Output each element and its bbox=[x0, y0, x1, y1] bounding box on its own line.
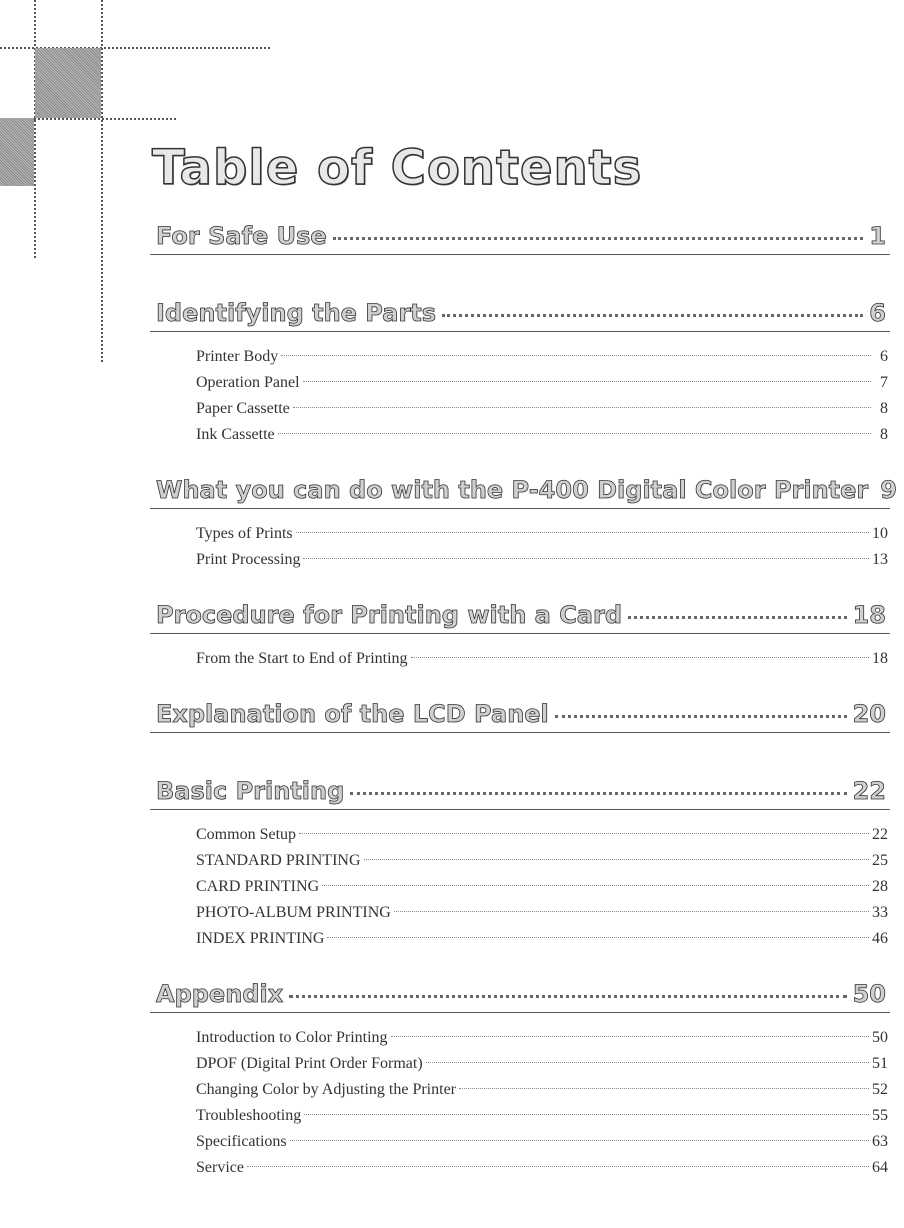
toc-section-title: Appendix bbox=[156, 980, 284, 1008]
toc-entry-label: From the Start to End of Printing bbox=[196, 650, 408, 667]
toc-leader-dots bbox=[299, 833, 869, 834]
toc-entry-page: 22 bbox=[872, 826, 888, 843]
toc-entry[interactable] bbox=[196, 926, 890, 952]
toc-entry-label: Print Processing bbox=[196, 551, 301, 568]
toc-entry-label: Introduction to Color Printing bbox=[196, 1029, 388, 1046]
toc-entry[interactable] bbox=[196, 1051, 890, 1077]
toc-section-page: 6 bbox=[869, 299, 886, 327]
toc-section-heading[interactable] bbox=[150, 222, 890, 255]
toc-entry-label: Ink Cassette bbox=[196, 426, 275, 443]
toc-section-title: Procedure for Printing with a Card bbox=[156, 601, 623, 629]
toc-leader-dots bbox=[281, 355, 871, 356]
toc-entry-label: Operation Panel bbox=[196, 374, 300, 391]
toc-entry[interactable] bbox=[196, 422, 890, 448]
toc-entry[interactable] bbox=[196, 874, 890, 900]
toc-entry-label: INDEX PRINTING bbox=[196, 930, 325, 947]
toc-section-heading[interactable] bbox=[150, 777, 890, 810]
toc-section-page: 18 bbox=[852, 601, 886, 629]
toc-section bbox=[150, 700, 890, 777]
toc-entry-page: 52 bbox=[872, 1081, 888, 1098]
toc-section-heading[interactable] bbox=[150, 601, 890, 634]
toc-leader-dots bbox=[426, 1062, 869, 1063]
toc-leader-dots bbox=[459, 1088, 869, 1089]
toc-leader-dots bbox=[322, 885, 869, 886]
toc-entry[interactable] bbox=[196, 344, 890, 370]
toc-entry-page: 46 bbox=[872, 930, 888, 947]
toc-entry-label: Printer Body bbox=[196, 348, 279, 365]
toc-leader-dots bbox=[290, 1140, 869, 1141]
decor-dotted-line-vertical-1 bbox=[34, 0, 36, 258]
toc-section-heading[interactable] bbox=[150, 299, 890, 332]
decor-dotted-line-horizontal-2 bbox=[34, 118, 176, 120]
toc-entry-list bbox=[150, 332, 890, 448]
toc-section bbox=[150, 476, 897, 601]
page-title: Table of Contents bbox=[152, 140, 643, 196]
toc-leader-dots bbox=[247, 1166, 869, 1167]
toc-entry[interactable] bbox=[196, 900, 890, 926]
toc-entry[interactable] bbox=[196, 396, 890, 422]
toc-section-heading[interactable] bbox=[150, 980, 890, 1013]
toc-leader-dots bbox=[289, 995, 846, 998]
toc-entry-page: 28 bbox=[872, 878, 888, 895]
toc-section-title: Basic Printing bbox=[156, 777, 345, 805]
toc-section-page: 50 bbox=[852, 980, 886, 1008]
toc-leader-dots bbox=[303, 381, 871, 382]
toc-leader-dots bbox=[394, 911, 869, 912]
toc-entry-list bbox=[150, 634, 890, 672]
toc-section bbox=[150, 777, 890, 980]
toc-entry[interactable] bbox=[196, 547, 890, 573]
toc-entry-page: 10 bbox=[872, 525, 888, 542]
toc-entry-page: 6 bbox=[880, 348, 888, 365]
toc-entry-page: 25 bbox=[872, 852, 888, 869]
toc-entry-label: DPOF (Digital Print Order Format) bbox=[196, 1055, 423, 1072]
toc-entry[interactable] bbox=[196, 521, 890, 547]
toc-entry-label: Paper Cassette bbox=[196, 400, 290, 417]
toc-entry[interactable] bbox=[196, 1155, 890, 1181]
toc-leader-dots bbox=[442, 314, 863, 317]
toc-entry-page: 33 bbox=[872, 904, 888, 921]
toc-entry-label: CARD PRINTING bbox=[196, 878, 320, 895]
toc-section-page: 1 bbox=[869, 222, 886, 250]
toc-entry[interactable] bbox=[196, 848, 890, 874]
toc-entry-label: STANDARD PRINTING bbox=[196, 852, 361, 869]
toc-entry-page: 8 bbox=[880, 426, 888, 443]
toc-entry-label: Changing Color by Adjusting the Printer bbox=[196, 1081, 456, 1098]
toc-leader-dots bbox=[303, 558, 869, 559]
toc-entry-page: 63 bbox=[872, 1133, 888, 1150]
toc-leader-dots bbox=[293, 407, 871, 408]
toc-leader-dots bbox=[296, 532, 869, 533]
toc-entry-page: 55 bbox=[872, 1107, 888, 1124]
toc-entry[interactable] bbox=[196, 646, 890, 672]
toc-section-title: For Safe Use bbox=[156, 222, 327, 250]
toc-leader-dots bbox=[555, 715, 847, 718]
toc-entry-page: 18 bbox=[872, 650, 888, 667]
toc-entry-label: Troubleshooting bbox=[196, 1107, 302, 1124]
toc-entry-page: 13 bbox=[872, 551, 888, 568]
toc-entry-page: 7 bbox=[880, 374, 888, 391]
toc-section-title: Explanation of the LCD Panel bbox=[156, 700, 549, 728]
toc-leader-dots bbox=[333, 237, 864, 240]
toc-section-page: 22 bbox=[852, 777, 886, 805]
toc-section-page: 9 bbox=[880, 476, 897, 504]
toc-entry-label: Common Setup bbox=[196, 826, 297, 843]
decor-square-upper bbox=[35, 48, 101, 118]
toc-leader-dots bbox=[628, 616, 847, 619]
toc-leader-dots bbox=[278, 433, 871, 434]
toc-entry[interactable] bbox=[196, 1077, 890, 1103]
toc-entry-label: Specifications bbox=[196, 1133, 287, 1150]
toc-section-title: What you can do with the P-400 Digital Color Printer bbox=[156, 476, 869, 504]
toc-entry-page: 64 bbox=[872, 1159, 888, 1176]
toc-entry[interactable] bbox=[196, 1103, 890, 1129]
decor-square-lower bbox=[0, 118, 34, 186]
toc-section bbox=[150, 222, 890, 299]
toc-entry[interactable] bbox=[196, 822, 890, 848]
toc-entry-page: 8 bbox=[880, 400, 888, 417]
toc-leader-dots bbox=[411, 657, 869, 658]
toc-leader-dots bbox=[391, 1036, 869, 1037]
toc-section-heading[interactable] bbox=[150, 476, 897, 509]
toc-leader-dots bbox=[304, 1114, 869, 1115]
toc-entry-page: 50 bbox=[872, 1029, 888, 1046]
toc-section-heading[interactable] bbox=[150, 700, 890, 733]
toc-leader-dots bbox=[327, 937, 869, 938]
decor-dotted-line-vertical-2 bbox=[101, 0, 103, 362]
toc-entry-list bbox=[150, 1013, 890, 1181]
toc-section-title: Identifying the Parts bbox=[156, 299, 437, 327]
toc-section bbox=[150, 601, 890, 700]
toc-leader-dots bbox=[364, 859, 870, 860]
table-of-contents bbox=[150, 222, 897, 1209]
toc-entry-label: Service bbox=[196, 1159, 244, 1176]
toc-entry-label: Types of Prints bbox=[196, 525, 293, 542]
toc-entry-page: 51 bbox=[872, 1055, 888, 1072]
toc-entry-list bbox=[150, 810, 890, 952]
toc-entry[interactable] bbox=[196, 1025, 890, 1051]
toc-leader-dots bbox=[350, 792, 846, 795]
toc-entry-list bbox=[150, 509, 890, 573]
toc-entry-label: PHOTO-ALBUM PRINTING bbox=[196, 904, 391, 921]
toc-entry[interactable] bbox=[196, 370, 890, 396]
toc-section-page: 20 bbox=[852, 700, 886, 728]
toc-section bbox=[150, 299, 890, 476]
toc-entry[interactable] bbox=[196, 1129, 890, 1155]
toc-section bbox=[150, 980, 890, 1209]
